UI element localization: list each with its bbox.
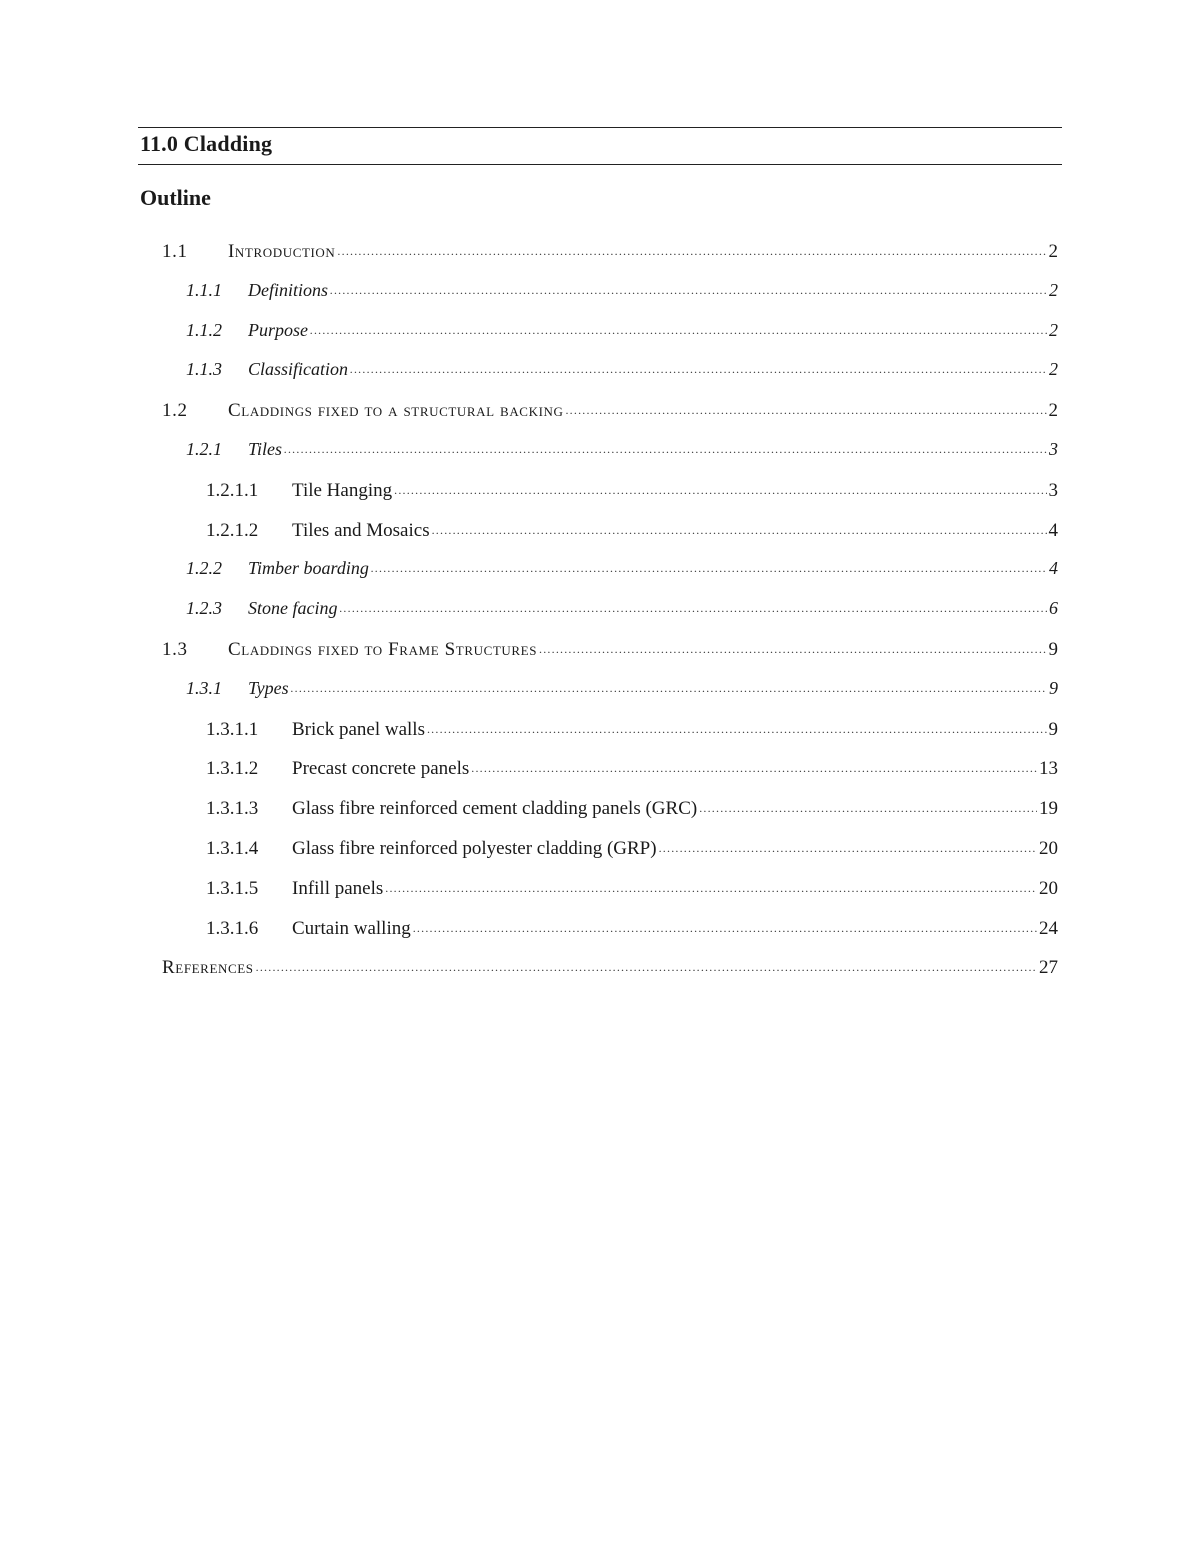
toc-entry-label: Introduction xyxy=(228,241,336,262)
toc-entry[interactable] xyxy=(162,238,1058,266)
toc-entry[interactable] xyxy=(162,397,1058,425)
toc-entry-number: 1.1.3 xyxy=(186,359,222,380)
toc-entry-label: Tiles xyxy=(248,439,283,459)
toc-entry-page-number: 24 xyxy=(1039,917,1058,939)
toc-entry-label: Claddings fixed to Frame Structures xyxy=(228,639,538,660)
toc-entry-label: Tiles and Mosaics xyxy=(292,519,430,541)
toc-entry-page-number: 20 xyxy=(1039,877,1058,899)
toc-entry[interactable] xyxy=(206,795,1058,823)
dot-leader xyxy=(565,397,1046,416)
toc-entry-page-number: 13 xyxy=(1039,758,1058,780)
dot-leader xyxy=(539,636,1046,655)
toc-entry[interactable] xyxy=(206,755,1058,783)
toc-entry-number: 1.3.1.5 xyxy=(206,877,259,899)
toc-entry-label: Precast concrete panels xyxy=(292,758,470,780)
dot-leader xyxy=(350,357,1047,375)
toc-entry-label: Tile Hanging xyxy=(292,479,393,501)
toc-entry-page-number: 3 xyxy=(1048,479,1058,501)
toc-entry[interactable] xyxy=(186,357,1058,385)
toc-entry-number: 1.3.1.1 xyxy=(206,718,259,740)
toc-entry-label: Claddings fixed to a structural backing xyxy=(228,400,564,422)
toc-entry-page-number: 2 xyxy=(1049,359,1058,380)
toc-entry-label: Curtain walling xyxy=(292,917,411,939)
toc-entry-label: Brick panel walls xyxy=(292,718,425,740)
toc-entry[interactable] xyxy=(206,875,1058,903)
toc-entry-page-number: 9 xyxy=(1048,718,1058,740)
dot-leader xyxy=(394,477,1046,496)
dot-leader xyxy=(432,517,1047,536)
dot-leader xyxy=(699,795,1037,814)
toc-entry[interactable] xyxy=(206,517,1058,545)
dot-leader xyxy=(659,835,1037,854)
document-title: 11.0 Cladding xyxy=(140,131,273,156)
dot-leader xyxy=(284,437,1047,455)
toc-entry-page-number: 2 xyxy=(1048,400,1058,422)
toc-entry-number: 1.3.1 xyxy=(186,677,222,698)
toc-entry-label: Purpose xyxy=(248,319,308,340)
toc-entry-number: 1.2 xyxy=(162,400,188,422)
toc-entry[interactable] xyxy=(186,556,1058,584)
toc-entry-number: 1.1 xyxy=(162,241,188,262)
dot-leader xyxy=(427,716,1047,735)
toc-entry-page-number: 3 xyxy=(1049,439,1058,459)
toc-entry-label: Stone facing xyxy=(248,598,338,619)
toc-entry-label: Definitions xyxy=(248,279,328,300)
dot-leader xyxy=(291,676,1047,694)
toc-entry-page-number: 2 xyxy=(1048,241,1058,262)
toc-entry-number: 1.2.1.1 xyxy=(206,479,259,501)
dot-leader xyxy=(310,318,1047,336)
toc-entry[interactable] xyxy=(206,477,1058,505)
toc-entry-page-number: 2 xyxy=(1049,279,1058,300)
toc-entry[interactable] xyxy=(206,915,1058,943)
toc-entry-page-number: 4 xyxy=(1049,558,1058,579)
toc-entry-label: Types xyxy=(248,677,289,698)
toc-entry-label: Infill panels xyxy=(292,877,384,899)
toc-entry-label: Glass fibre reinforced cement cladding panels (GRC) xyxy=(292,798,698,820)
toc-entry-page-number: 4 xyxy=(1048,519,1058,541)
toc-entry-number: 1.3 xyxy=(162,639,188,660)
toc-entry-page-number: 27 xyxy=(1039,957,1058,979)
dot-leader xyxy=(385,875,1037,894)
toc-entry[interactable] xyxy=(206,835,1058,863)
toc-entry-number: 1.1.2 xyxy=(186,319,222,340)
toc-entry-number: 1.3.1.3 xyxy=(206,798,259,820)
toc-entry-number: 1.3.1.6 xyxy=(206,917,259,939)
toc-entry[interactable] xyxy=(186,676,1058,704)
toc-entry-number: 1.2.1.2 xyxy=(206,519,259,541)
dot-leader xyxy=(339,596,1047,614)
toc-entry-page-number: 9 xyxy=(1048,639,1058,660)
toc-entry[interactable] xyxy=(186,437,1058,465)
dot-leader xyxy=(471,755,1037,774)
toc-entry[interactable] xyxy=(162,954,1058,982)
toc-entry-number: 1.3.1.4 xyxy=(206,838,259,859)
dot-leader xyxy=(413,915,1037,934)
toc-entry-number: 1.2.1 xyxy=(186,439,222,459)
toc-entry-label: Timber boarding xyxy=(248,558,369,579)
toc-entry-number: 1.2.2 xyxy=(186,558,222,579)
dot-leader xyxy=(337,238,1046,257)
toc-entry-page-number: 2 xyxy=(1049,319,1058,340)
toc-entry[interactable] xyxy=(186,318,1058,346)
toc-entry-number: 1.3.1.2 xyxy=(206,758,259,780)
dot-leader xyxy=(330,278,1047,296)
toc-entry-number: 1.1.1 xyxy=(186,279,222,300)
toc-entry-page-number: 9 xyxy=(1049,677,1058,698)
toc-entry-page-number: 19 xyxy=(1039,798,1058,820)
outline-heading: Outline xyxy=(140,185,211,210)
toc-entry-label: References xyxy=(162,957,254,979)
toc-entry-page-number: 6 xyxy=(1049,598,1058,619)
toc-entry[interactable] xyxy=(206,716,1058,744)
toc-entry-label: Glass fibre reinforced polyester cladding (GRP) xyxy=(292,838,657,859)
toc-entry-page-number: 20 xyxy=(1039,838,1058,859)
dot-leader xyxy=(371,556,1047,574)
toc-entry-number: 1.2.3 xyxy=(186,598,222,619)
toc-entry[interactable] xyxy=(162,636,1058,664)
dot-leader xyxy=(256,954,1037,973)
toc-entry[interactable] xyxy=(186,278,1058,306)
toc-entry[interactable] xyxy=(186,596,1058,624)
toc-entry-label: Classification xyxy=(248,359,349,380)
